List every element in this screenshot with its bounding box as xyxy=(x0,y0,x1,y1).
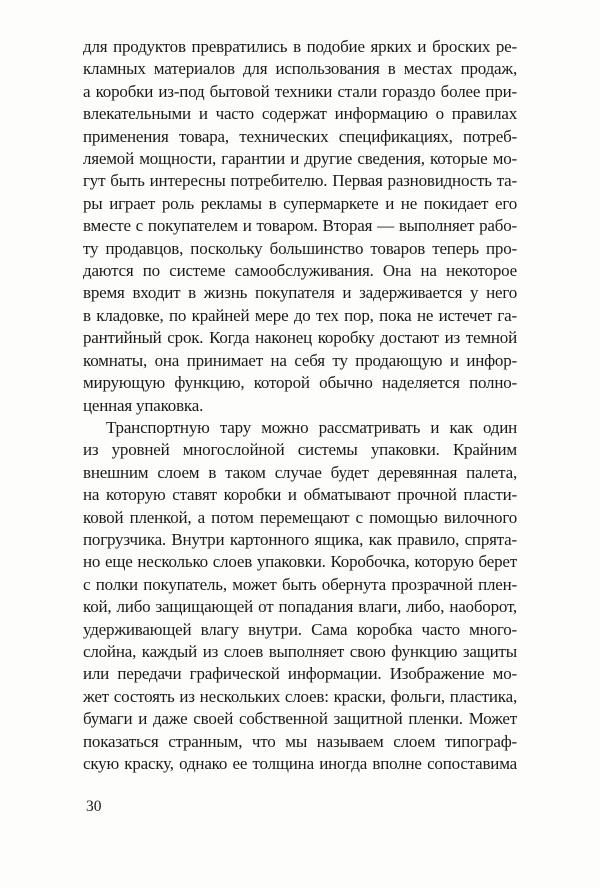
text-line: ры играет роль рекламы в супермаркете и не покидает его xyxy=(83,193,517,213)
text-line: Транспортную тару можно рассматривать и как один xyxy=(106,417,517,437)
text-line: мирующую функцию, которой обычно наделяется полно- xyxy=(83,373,517,393)
text-line: из уровней многослойной системы упаковки. Крайним xyxy=(83,440,517,460)
text-line: даются по системе самообслуживания. Она на некоторое xyxy=(83,261,517,281)
text-line: бумаги и даже своей собственной защитной пленки. Может xyxy=(83,709,517,729)
text-line: с полки покупатель, может быть обернута прозрачной плен- xyxy=(83,574,517,594)
text-line: ляемой мощности, гарантии и другие сведения, которые мо- xyxy=(83,149,517,169)
text-line: комнаты, она принимает на себя ту продающую и инфор- xyxy=(83,350,517,370)
page-number: 30 xyxy=(86,798,102,815)
text-line: а коробки из-под бытовой техники стали гораздо более при- xyxy=(83,81,517,101)
text-line: гут быть интересны потребителю. Первая разновидность та- xyxy=(83,171,517,191)
text-line: на которую ставят коробки и обматывают прочной пласти- xyxy=(83,485,517,505)
text-line: показаться странным, что мы называем слоем типограф- xyxy=(83,731,517,751)
text-line: удерживающей влагу внутри. Сама коробка часто много- xyxy=(83,619,517,639)
text-line: для продуктов превратились в подобие ярких и броских ре- xyxy=(83,37,517,56)
text-line: кламных материалов для использования в местах продаж, xyxy=(83,59,517,79)
text-line: кой, либо защищающей от попадания влаги, либо, наоборот, xyxy=(83,597,517,617)
text-line: жет состоять из нескольких слоев: краски, фольги, пластика, xyxy=(83,686,517,706)
text-line: рантийный срок. Когда наконец коробку достают из темной xyxy=(83,328,517,348)
text-line: слойна, каждый из слоев выполняет свою функцию защиты xyxy=(83,641,517,661)
text-line: влекательными и часто содержат информацию о правилах xyxy=(83,104,517,124)
body-text xyxy=(83,36,517,775)
text-line: погрузчика. Внутри картонного ящика, как правило, спрята- xyxy=(83,529,517,549)
text-line: в кладовке, по крайней мере до тех пор, пока не истечет га- xyxy=(83,305,517,325)
text-line: время входит в жизнь покупателя и задерживается у него xyxy=(83,283,517,303)
text-line: применения товара, технических спецификациях, потреб- xyxy=(83,126,517,146)
text-line: внешним слоем в таком случае будет деревянная палета, xyxy=(83,462,517,482)
text-line: ту продавцов, поскольку большинство товаров теперь про- xyxy=(83,238,517,258)
text-line: ценная упаковка. xyxy=(83,395,204,415)
text-line: ковой пленкой, а потом перемещают с помощью вилочного xyxy=(83,507,517,527)
text-line: или передачи графической информации. Изображение мо- xyxy=(83,664,517,684)
text-line: но еще несколько слоев упаковки. Коробочка, которую берет xyxy=(83,552,517,572)
text-line: скую краску, однако ее толщина иногда вполне сопоставима xyxy=(83,754,517,773)
text-line: вместе с покупателем и товаром. Вторая — выполняет рабо- xyxy=(83,216,517,236)
